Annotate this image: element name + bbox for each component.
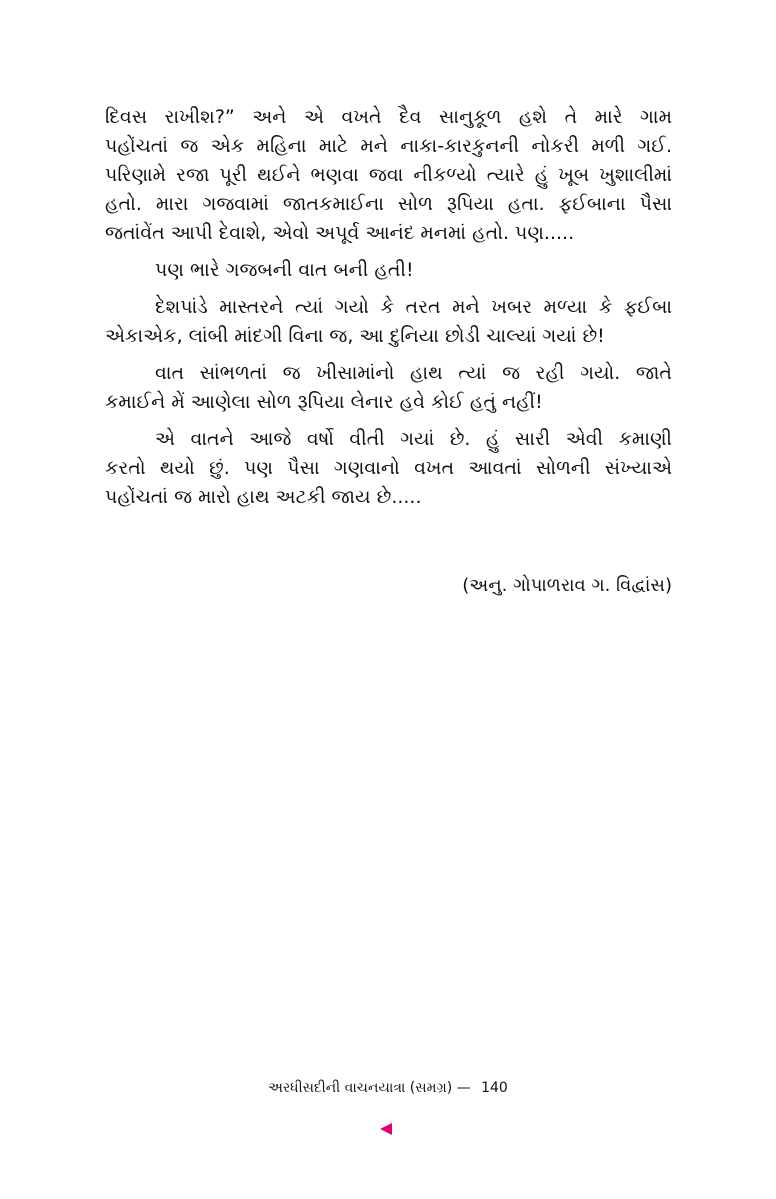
paragraph (105, 425, 672, 512)
text-line: હતો. મારા ગજવામાં જાતકમાઈના સોળ રૂપિયા હતા. ફઈબાના પૈસા (105, 193, 672, 215)
text-line: દેશપાંડે માસ્તરને ત્યાં ગયો કે તરત મને ખબર મળ્યા કે ફઈબા (155, 296, 672, 318)
text-line: દિવસ રાખીશ?” અને એ વખતે દૈવ સાનુકૂળ હશે તે મારે ગામ (105, 106, 672, 128)
text-line: પરિણામે રજા પૂરી થઈને ભણવા જવા નીકળ્યો ત્યારે હું ખૂબ ખુશાલીમાં (105, 164, 672, 186)
paragraph (105, 103, 672, 248)
previous-page-arrow-icon[interactable] (380, 1123, 392, 1135)
text-line: એકાએક, લાંબી માંદગી વિના જ, આ દુનિયા છોડી ચાલ્યાં ગયાં છે! (105, 325, 605, 347)
translator-credit: (અનુ. ગોપાળરાવ ગ. વિદ્વાંસ) (462, 575, 672, 596)
page-footer (0, 1078, 776, 1098)
paragraph (105, 359, 672, 417)
text-line: પણ ભારે ગજબની વાત બની હતી! (155, 259, 414, 281)
text-line: એ વાતને આજે વર્ષો વીતી ગયાં છે. હું સારી એવી કમાણી (155, 428, 672, 450)
text-line: પહોંચતાં જ મારો હાથ અટકી જાય છે..... (105, 486, 422, 508)
text-line: વાત સાંભળતાં જ ખીસામાંનો હાથ ત્યાં જ રહી ગયો. જાતે (155, 362, 672, 384)
text-line: કરતો થયો છું. પણ પૈસા ગણવાનો વખત આવતાં સોળની સંખ્યાએ (105, 457, 672, 479)
paragraph (105, 256, 672, 285)
paragraph (105, 293, 672, 351)
page-number: 140 (481, 1080, 508, 1096)
book-title: અરધીસદીની વાચનયાત્રા (સમગ્ર) (268, 1080, 453, 1096)
body-text (105, 103, 672, 512)
text-line: જતાંવેંત આપી દેવાશે, એવો અપૂર્વ આનંદ મનમાં હતો. પણ..... (105, 222, 575, 244)
text-line: પહોંચતાં જ એક મહિના માટે મને નાકા-કારકુનની નોકરી મળી ગઈ. (105, 135, 672, 157)
footer-separator: — (456, 1080, 471, 1096)
text-line: કમાઈને મેં આણેલા સોળ રૂપિયા લેનાર હવે કોઈ હતું નહીં! (105, 391, 543, 413)
